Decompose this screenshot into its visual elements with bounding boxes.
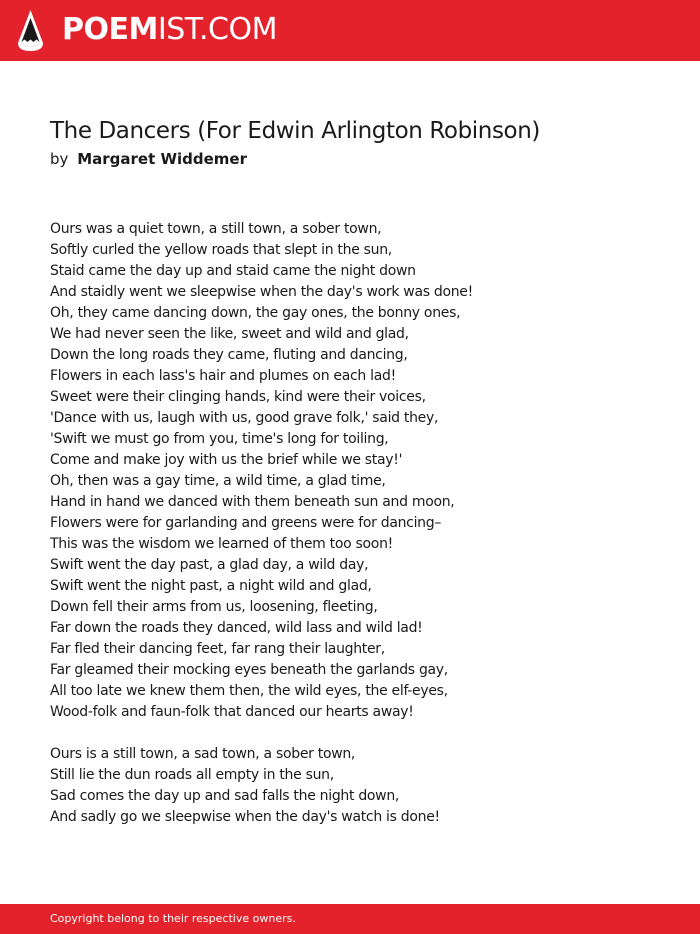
poem-line: Flowers were for garlanding and greens were for dancing– bbox=[50, 515, 442, 531]
byline bbox=[50, 149, 247, 169]
poem-line: Oh, then was a gay time, a wild time, a glad time, bbox=[50, 473, 386, 489]
poem-body bbox=[50, 219, 670, 849]
poem-line: We had never seen the like, sweet and wild and glad, bbox=[50, 326, 409, 342]
site-header bbox=[0, 0, 700, 61]
pencil-icon bbox=[17, 9, 44, 52]
copyright-text: Copyright belong to their respective owners. bbox=[50, 912, 296, 925]
poem-line: Far fled their dancing feet, far rang their laughter, bbox=[50, 641, 385, 657]
poem-line: And sadly go we sleepwise when the day's watch is done! bbox=[50, 809, 440, 825]
poem-line: Wood-folk and faun-folk that danced our hearts away! bbox=[50, 704, 414, 720]
poem-line: Still lie the dun roads all empty in the sun, bbox=[50, 767, 334, 783]
site-logo[interactable] bbox=[62, 12, 277, 48]
poem-line: Down the long roads they came, fluting and dancing, bbox=[50, 347, 408, 363]
poem-line: Ours was a quiet town, a still town, a sober town, bbox=[50, 221, 382, 237]
site-footer bbox=[0, 904, 700, 934]
poem-line: 'Swift we must go from you, time's long for toiling, bbox=[50, 431, 389, 447]
poem-line: Ours is a still town, a sad town, a sober town, bbox=[50, 746, 356, 762]
poem-line: This was the wisdom we learned of them too soon! bbox=[50, 536, 393, 552]
poem-line: Oh, they came dancing down, the gay ones, the bonny ones, bbox=[50, 305, 461, 321]
poem-line: Sweet were their clinging hands, kind were their voices, bbox=[50, 389, 426, 405]
logo-text-bold: POEM bbox=[62, 12, 158, 47]
poem-line: Down fell their arms from us, loosening, fleeting, bbox=[50, 599, 378, 615]
poem-line: 'Dance with us, laugh with us, good grave folk,' said they, bbox=[50, 410, 439, 426]
logo-text-light: IST.COM bbox=[157, 12, 277, 47]
poem-stanza bbox=[50, 219, 670, 723]
poem-line: Swift went the night past, a night wild and glad, bbox=[50, 578, 372, 594]
poem-stanza bbox=[50, 744, 670, 828]
poem-line: Sad comes the day up and sad falls the night down, bbox=[50, 788, 400, 804]
poem-line: And staidly went we sleepwise when the day's work was done! bbox=[50, 284, 473, 300]
author-name: Margaret Widdemer bbox=[77, 150, 247, 168]
poem-line: All too late we knew them then, the wild eyes, the elf-eyes, bbox=[50, 683, 448, 699]
poem-line: Far down the roads they danced, wild lass and wild lad! bbox=[50, 620, 423, 636]
by-label: by bbox=[50, 150, 69, 168]
poem-line: Hand in hand we danced with them beneath sun and moon, bbox=[50, 494, 455, 510]
poem-line: Flowers in each lass's hair and plumes on each lad! bbox=[50, 368, 396, 384]
poem-line: Far gleamed their mocking eyes beneath the garlands gay, bbox=[50, 662, 448, 678]
poem-line: Swift went the day past, a glad day, a wild day, bbox=[50, 557, 369, 573]
poem-line: Staid came the day up and staid came the night down bbox=[50, 263, 416, 279]
poem-line: Softly curled the yellow roads that slept in the sun, bbox=[50, 242, 392, 258]
poem-line: Come and make joy with us the brief while we stay!' bbox=[50, 452, 403, 468]
poem-title: The Dancers (For Edwin Arlington Robinson) bbox=[50, 118, 540, 144]
